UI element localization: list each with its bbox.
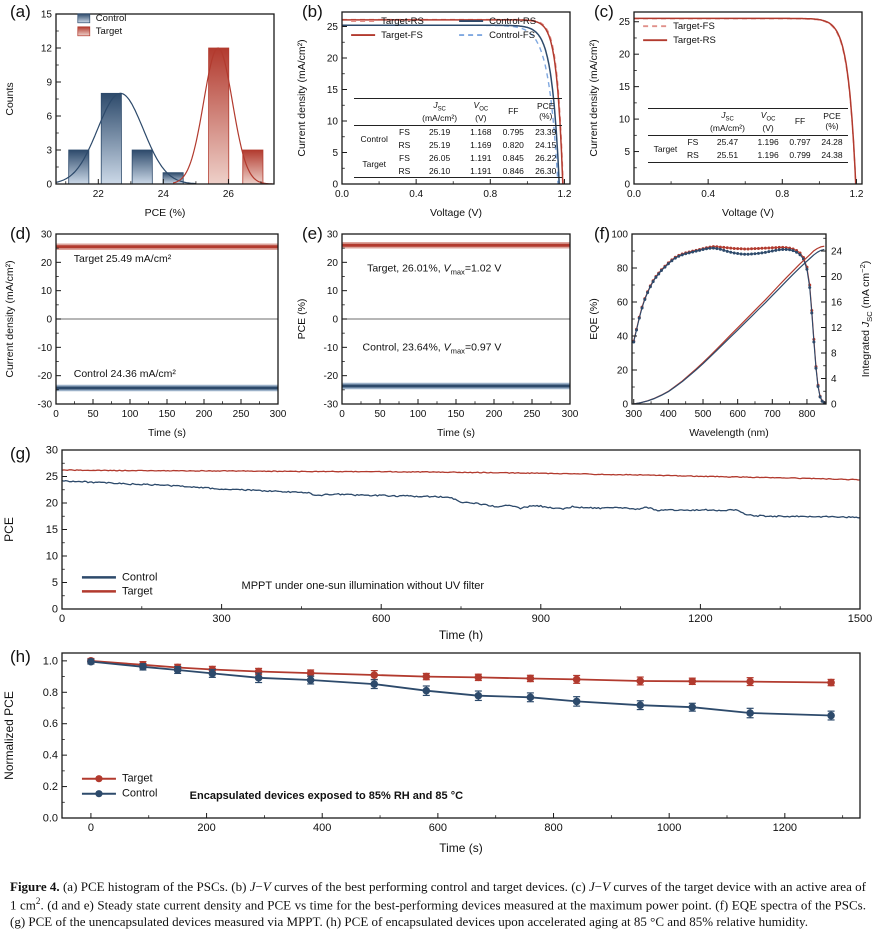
chart-damp-heat-aging bbox=[0, 645, 876, 858]
figure-row-1 bbox=[0, 0, 876, 222]
svg-text:0: 0 bbox=[622, 399, 628, 411]
svg-text:0: 0 bbox=[831, 399, 837, 411]
svg-text:100: 100 bbox=[409, 409, 427, 420]
chart-mppt-stability bbox=[0, 442, 876, 645]
svg-text:300: 300 bbox=[269, 409, 287, 420]
svg-text:10: 10 bbox=[45, 550, 58, 563]
svg-text:300: 300 bbox=[561, 409, 579, 420]
svg-text:15: 15 bbox=[326, 84, 338, 96]
svg-text:1.2: 1.2 bbox=[557, 189, 572, 200]
svg-text:-20: -20 bbox=[323, 371, 338, 383]
svg-text:Target: Target bbox=[121, 585, 153, 598]
svg-text:8: 8 bbox=[831, 348, 837, 360]
svg-text:Time (h): Time (h) bbox=[438, 628, 484, 642]
svg-text:0.8: 0.8 bbox=[42, 686, 58, 699]
svg-text:0.0: 0.0 bbox=[335, 189, 349, 200]
svg-text:0: 0 bbox=[46, 314, 52, 326]
svg-text:Control 24.36 mA/cm²: Control 24.36 mA/cm² bbox=[73, 367, 176, 380]
jv-parameters-table-c: $J_{SC}$ (mA/cm²) $V_{OC}$ (V) FF PCE (%) Target FS 25.47 1.196 0.797 24.28 RS 25.51 1.196 0.799 24.38 bbox=[648, 108, 848, 163]
svg-text:Control-FS: Control-FS bbox=[489, 30, 536, 42]
svg-text:800: 800 bbox=[544, 822, 563, 834]
svg-text:Target: Target bbox=[95, 25, 123, 37]
svg-text:1200: 1200 bbox=[688, 613, 713, 625]
svg-text:-20: -20 bbox=[37, 371, 52, 383]
svg-text:24: 24 bbox=[831, 246, 843, 258]
svg-text:10: 10 bbox=[40, 286, 52, 298]
svg-text:50: 50 bbox=[87, 409, 99, 420]
svg-text:Time (s): Time (s) bbox=[436, 427, 476, 439]
svg-text:1000: 1000 bbox=[656, 822, 682, 834]
svg-text:50: 50 bbox=[374, 409, 386, 420]
svg-text:5: 5 bbox=[624, 147, 630, 159]
panel-label-a: (a) bbox=[10, 2, 31, 21]
panel-d bbox=[0, 222, 292, 442]
svg-text:Target-FS: Target-FS bbox=[673, 21, 715, 33]
svg-text:Counts: Counts bbox=[4, 82, 16, 116]
svg-text:25: 25 bbox=[618, 17, 630, 29]
svg-text:300: 300 bbox=[212, 613, 231, 625]
svg-text:0: 0 bbox=[58, 613, 66, 625]
svg-text:800: 800 bbox=[798, 409, 816, 420]
svg-text:4: 4 bbox=[831, 374, 837, 386]
svg-text:-30: -30 bbox=[323, 399, 338, 411]
svg-text:40: 40 bbox=[616, 331, 628, 343]
svg-text:Control, 23.64%, Vmax=0.97 V: Control, 23.64%, $V_{max}=0.97$ V bbox=[362, 341, 502, 356]
svg-text:0: 0 bbox=[46, 179, 52, 191]
svg-text:Voltage (V): Voltage (V) bbox=[430, 207, 482, 219]
svg-text:0: 0 bbox=[332, 314, 338, 326]
svg-text:24: 24 bbox=[157, 189, 169, 200]
svg-text:0.4: 0.4 bbox=[701, 189, 716, 200]
svg-text:Current density (mA/cm²): Current density (mA/cm²) bbox=[588, 39, 600, 157]
panel-e bbox=[292, 222, 584, 442]
svg-text:22: 22 bbox=[92, 189, 104, 200]
svg-text:26: 26 bbox=[222, 189, 235, 200]
svg-text:1500: 1500 bbox=[847, 613, 873, 625]
figure-row-4 bbox=[0, 645, 876, 858]
chart-steady-state-pce bbox=[292, 222, 584, 442]
figure-row-3 bbox=[0, 442, 876, 645]
svg-text:1.2: 1.2 bbox=[849, 189, 864, 200]
svg-text:25: 25 bbox=[45, 471, 58, 483]
svg-text:6: 6 bbox=[46, 111, 52, 123]
svg-text:0: 0 bbox=[624, 179, 630, 191]
svg-text:Target, 26.01%, Vmax=1.02 V: Target, 26.01%, $V_{max}=1.02$ V bbox=[367, 262, 502, 277]
svg-text:0.4: 0.4 bbox=[42, 749, 58, 762]
panel-c bbox=[584, 0, 876, 222]
svg-text:0: 0 bbox=[339, 409, 345, 420]
svg-text:-10: -10 bbox=[323, 342, 338, 354]
chart-steady-state-current bbox=[0, 222, 292, 442]
svg-text:Control: Control bbox=[121, 787, 158, 800]
svg-text:0: 0 bbox=[51, 603, 58, 616]
svg-text:20: 20 bbox=[616, 365, 628, 377]
panel-f bbox=[584, 222, 876, 442]
svg-text:Wavelength (nm): Wavelength (nm) bbox=[689, 427, 769, 439]
svg-text:5: 5 bbox=[51, 577, 58, 589]
svg-text:20: 20 bbox=[45, 497, 58, 510]
svg-text:Target-FS: Target-FS bbox=[381, 30, 423, 42]
svg-text:20: 20 bbox=[326, 257, 338, 269]
svg-text:100: 100 bbox=[611, 229, 628, 241]
svg-text:9: 9 bbox=[46, 77, 52, 89]
svg-text:PCE (%): PCE (%) bbox=[144, 207, 186, 219]
svg-text:Target: Target bbox=[121, 772, 153, 785]
svg-text:PCE (%): PCE (%) bbox=[296, 298, 308, 340]
chart-eqe-spectra bbox=[584, 222, 876, 442]
svg-text:0: 0 bbox=[53, 409, 59, 420]
svg-text:Voltage (V): Voltage (V) bbox=[722, 207, 774, 219]
panel-h bbox=[0, 645, 876, 858]
svg-text:12: 12 bbox=[40, 43, 52, 55]
svg-text:600: 600 bbox=[428, 822, 448, 834]
svg-text:20: 20 bbox=[831, 272, 843, 284]
panel-b bbox=[292, 0, 584, 222]
panel-a bbox=[0, 0, 292, 222]
svg-text:20: 20 bbox=[326, 53, 338, 65]
svg-text:Time (s): Time (s) bbox=[439, 841, 483, 855]
svg-text:400: 400 bbox=[313, 822, 332, 834]
svg-text:5: 5 bbox=[332, 147, 338, 159]
svg-text:Control: Control bbox=[95, 12, 127, 24]
svg-text:15: 15 bbox=[45, 524, 58, 536]
svg-text:0.0: 0.0 bbox=[627, 189, 641, 200]
svg-text:200: 200 bbox=[485, 409, 503, 420]
svg-text:0.8: 0.8 bbox=[775, 189, 790, 200]
svg-text:1200: 1200 bbox=[772, 822, 798, 834]
panel-g bbox=[0, 442, 876, 645]
svg-text:Target 25.49 mA/cm²: Target 25.49 mA/cm² bbox=[73, 253, 172, 266]
svg-text:30: 30 bbox=[40, 229, 52, 241]
svg-text:80: 80 bbox=[616, 263, 628, 275]
svg-text:250: 250 bbox=[232, 409, 250, 420]
svg-text:10: 10 bbox=[326, 116, 338, 128]
svg-text:1.0: 1.0 bbox=[42, 655, 58, 668]
svg-text:300: 300 bbox=[625, 409, 643, 420]
panel-label-e: (e) bbox=[302, 224, 323, 243]
svg-text:3: 3 bbox=[46, 145, 52, 157]
svg-text:12: 12 bbox=[831, 323, 843, 335]
svg-text:15: 15 bbox=[618, 82, 630, 94]
svg-text:Encapsulated devices exposed t: Encapsulated devices exposed to 85% RH and 85 °C bbox=[189, 790, 464, 803]
svg-text:0.8: 0.8 bbox=[483, 189, 498, 200]
figure-caption: Figure 4. (a) PCE histogram of the PSCs. (b) J−V curves of the best performing control and target devices. (c) J−V curves of the target device with an active area of 1 $cm^2$. (d and e) Steady state current density and PCE vs time for the best-performing devices measured at the maximum power point. (f) EQE spectra of the PSCs. (g) PCE of the unencapsulated devices measured via MPPT. (h) PCE of encapsulated devices upon accelerated aging at 85 °C and 85% relative humidity. bbox=[10, 879, 866, 930]
svg-text:15: 15 bbox=[40, 9, 52, 21]
svg-text:200: 200 bbox=[195, 409, 213, 420]
svg-text:Control-RS: Control-RS bbox=[489, 16, 537, 28]
chart-pce-histogram bbox=[0, 0, 292, 222]
svg-text:0: 0 bbox=[87, 822, 94, 834]
svg-text:600: 600 bbox=[372, 613, 391, 625]
svg-text:0: 0 bbox=[332, 179, 338, 191]
svg-text:700: 700 bbox=[763, 409, 781, 420]
svg-text:10: 10 bbox=[618, 114, 630, 126]
svg-text:900: 900 bbox=[531, 613, 550, 625]
panel-label-c: (c) bbox=[594, 2, 614, 21]
svg-text:0.0: 0.0 bbox=[42, 812, 58, 825]
svg-text:600: 600 bbox=[729, 409, 747, 420]
jv-parameters-table-b: $J_{SC}$ (mA/cm²) $V_{OC}$ (V) FF PCE (%) Control FS 25.19 1.168 0.795 23.39 RS 25.19 1.169 0.820 24.15 Target FS 26.05 1.191 0.845 26.22 RS 26.10 1.191 0.846 26.30 bbox=[354, 98, 562, 178]
svg-text:Integrated JSC (mA cm−2): Integrated $J_{SC}$ (mA $cm^{-2}$) bbox=[858, 260, 875, 378]
svg-text:Normalized PCE: Normalized PCE bbox=[2, 691, 16, 780]
svg-text:PCE: PCE bbox=[2, 517, 16, 542]
svg-text:-10: -10 bbox=[37, 342, 52, 354]
svg-text:200: 200 bbox=[197, 822, 216, 834]
svg-text:150: 150 bbox=[158, 409, 176, 420]
svg-text:250: 250 bbox=[523, 409, 541, 420]
svg-text:16: 16 bbox=[831, 297, 843, 309]
svg-text:0.2: 0.2 bbox=[42, 781, 58, 794]
panel-label-g: (g) bbox=[10, 444, 31, 463]
svg-text:30: 30 bbox=[45, 444, 58, 457]
svg-text:10: 10 bbox=[326, 286, 338, 298]
panel-label-h: (h) bbox=[10, 647, 31, 666]
svg-text:Time (s): Time (s) bbox=[147, 427, 187, 439]
svg-text:Target-RS: Target-RS bbox=[381, 16, 424, 28]
svg-text:0.4: 0.4 bbox=[409, 189, 424, 200]
svg-text:400: 400 bbox=[660, 409, 677, 420]
svg-text:EQE (%): EQE (%) bbox=[588, 298, 600, 340]
panel-label-f: (f) bbox=[594, 224, 611, 243]
svg-text:150: 150 bbox=[447, 409, 465, 420]
svg-text:500: 500 bbox=[694, 409, 712, 420]
figure-row-2 bbox=[0, 222, 876, 442]
panel-label-d: (d) bbox=[10, 224, 31, 243]
svg-text:20: 20 bbox=[40, 257, 52, 269]
svg-text:30: 30 bbox=[326, 229, 338, 241]
svg-text:0.6: 0.6 bbox=[42, 718, 58, 731]
svg-text:Current density (mA/cm²): Current density (mA/cm²) bbox=[296, 39, 308, 157]
svg-text:20: 20 bbox=[618, 49, 630, 61]
svg-text:MPPT under one-sun illuminatio: MPPT under one-sun illumination without UV filter bbox=[241, 580, 485, 593]
svg-text:-30: -30 bbox=[37, 399, 52, 411]
svg-text:Current density (mA/cm²): Current density (mA/cm²) bbox=[4, 260, 16, 378]
svg-text:Control: Control bbox=[121, 571, 158, 584]
svg-text:60: 60 bbox=[616, 297, 628, 309]
svg-text:25: 25 bbox=[326, 21, 338, 33]
svg-text:100: 100 bbox=[121, 409, 139, 420]
panel-label-b: (b) bbox=[302, 2, 323, 21]
svg-text:Target-RS: Target-RS bbox=[673, 35, 716, 47]
